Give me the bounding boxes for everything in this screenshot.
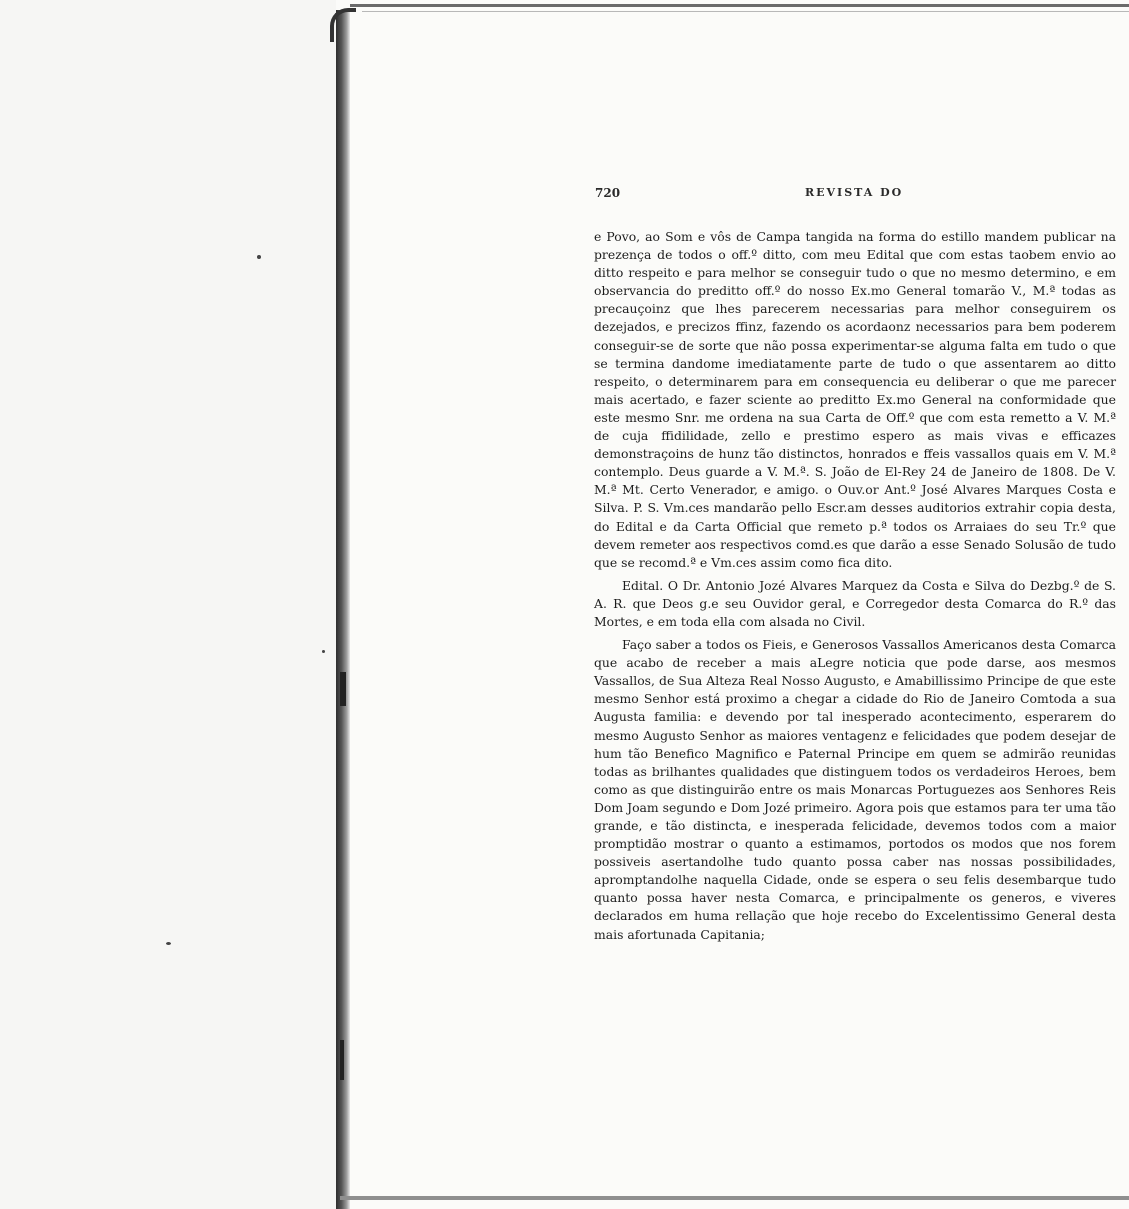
bottom-edge-rule bbox=[340, 1196, 1129, 1200]
top-edge-rule bbox=[350, 4, 1129, 7]
body-text bbox=[594, 228, 1116, 944]
scan-speck bbox=[257, 255, 261, 259]
page-header bbox=[595, 186, 1115, 206]
page-number: 720 bbox=[595, 186, 621, 200]
left-page-margin bbox=[0, 0, 336, 1209]
spine-mark bbox=[340, 1040, 344, 1080]
page-curl bbox=[330, 8, 356, 42]
paragraph-letter: e Povo, ao Som e vôs de Campa tangida na forma do estillo mandem publicar na prezença de todos o off.º ditto, com meu Edital que com estas taobem envio ao ditto respeito e para melhor se conseguir tudo o que no mesmo determino, e em observancia do preditto off.º do nosso Ex.mo General tomarão V., M.ª todas as precauçoinz que lhes parecerem necessarias para melhor conseguirem os dezejados, e precizos ffinz, fazendo os acordaonz necessarios para bem poderem conseguir-se de sorte que não possa experimentar-se alguma falta em tudo o que se termina dandome imediatamente parte de tudo o que assentarem ao ditto respeito, o determinarem para em consequencia eu deliberar o que me parecer mais acertado, e fazer sciente ao preditto Ex.mo General na conformidade que este mesmo Snr. me ordena na sua Carta de Off.º que com esta remetto a V. M.ª de cuja ffidilidade, zello e prestimo espero as mais vivas e efficazes demonstraçoins de hunz tão distinctos, honrados e ffeis vassallos quais em V. M.ª contemplo. Deus guarde a V. M.ª. S. João de El-Rey 24 de Janeiro de 1808. De V. M.ª Mt. Certo Venerador, e amigo. o Ouv.or Ant.º José Alvares Marques Costa e Silva. P. S. Vm.ces mandarão pello Escr.am desses auditorios extrahir copia desta, do Edital e da Carta Official que remeto p.ª todos os Arraiaes do seu Tr.º que devem remeter aos respectivos comd.es que darão a esse Senado Solusão de tudo que se recomd.ª e Vm.ces assim como fica dito. bbox=[594, 229, 1116, 570]
running-head: REVISTA DO bbox=[805, 186, 904, 199]
top-edge-rule bbox=[362, 11, 1129, 12]
spine-mark bbox=[340, 672, 346, 706]
paragraph-edital-body: Faço saber a todos os Fieis, e Generosos Vassallos Americanos desta Comarca que acabo de receber a mais aLegre noticia que pode darse, aos mesmos Vassallos, de Sua Alteza Real Nosso Augusto, e Amabillissimo Principe de que este mesmo Senhor está proximo a chegar a cidade do Rio de Janeiro Comtoda a sua Augusta familia: e devendo por tal inesperado acontecimento, esperarem do mesmo Augusto Senhor as maiores ventagenz e felicidades que podem desejar de hum tão Benefico Magnifico e Paternal Principe em quem se admirão reunidas todas as brilhantes qualidades que distinguem todos os verdadeiros Heroes, bem como as que distinguirão entre os mais Monarcas Portuguezes aos Senhores Reis Dom Joam segundo e Dom Jozé primeiro. Agora pois que estamos para ter uma tão grande, e tão distincta, e inesperada felicidade, devemos todos com a maior promptidão mostrar o quanto a estimamos, portodos os modos que nos forem possiveis asertandolhe tudo quanto possa caber nas nossas possibilidades, apromptandolhe naquella Cidade, onde se espera o seu felis desembarque tudo quanto possa haver nesta Comarca, e principalmente os generos, e viveres declarados em huma rellação que hoje recebo do Excelentissimo General desta mais afortunada Capitania; bbox=[594, 637, 1116, 942]
paragraph-edital-heading: Edital. O Dr. Antonio Jozé Alvares Marquez da Costa e Silva do Dezbg.º de S. A. R. que Deos g.e seu Ouvidor geral, e Corregedor desta Comarca do R.º das Mortes, e em toda ella com alsada no Civil. bbox=[594, 577, 1116, 629]
book-spine-shadow bbox=[336, 10, 350, 1209]
scan-speck bbox=[322, 650, 325, 653]
scan-speck bbox=[166, 942, 171, 945]
